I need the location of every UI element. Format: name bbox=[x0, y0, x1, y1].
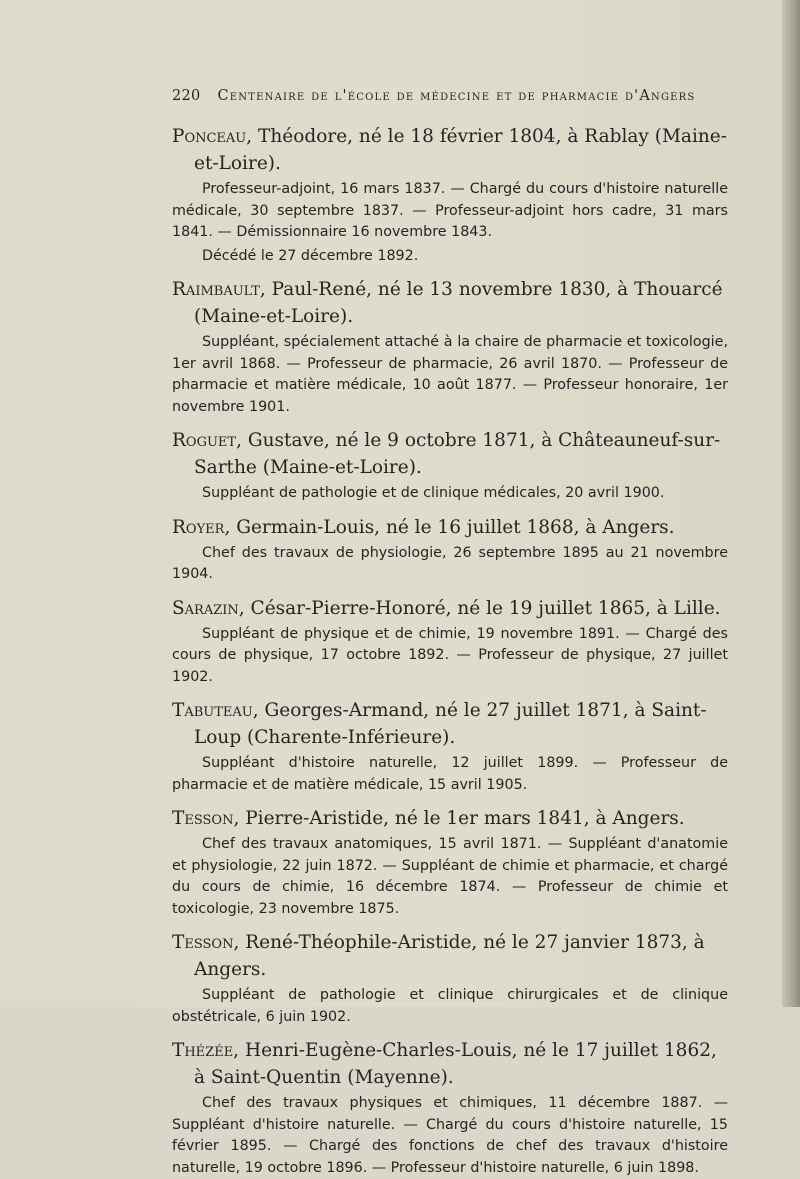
entry-surname: Royer, bbox=[172, 516, 231, 538]
page-content bbox=[172, 123, 728, 1179]
entry-surname: Sarazin, bbox=[172, 597, 245, 619]
entry-details: Henri-Eugène-Charles-Louis, né le 17 juillet 1862, à Saint-Quentin (Mayenne). bbox=[194, 1040, 717, 1088]
entry-heading bbox=[172, 427, 728, 481]
entry-heading bbox=[172, 514, 728, 541]
entry-surname: Thézée, bbox=[172, 1040, 240, 1061]
entry-details: César-Pierre-Honoré, né le 19 juillet 1865, à Lille. bbox=[244, 597, 721, 619]
entry-heading bbox=[172, 276, 728, 330]
entry-career: Suppléant de pathologie et clinique chirurgicales et de clinique obstétricale, 6 juin 1902. bbox=[172, 987, 728, 1025]
entry-career: Suppléant de pathologie et de clinique médicales, 20 avril 1900. bbox=[202, 485, 665, 501]
entry-details: René-Théophile-Aristide, né le 27 janvier 1873, à Angers. bbox=[194, 932, 705, 980]
biography-entry bbox=[172, 929, 728, 1028]
entry-career: Suppléant de physique et de chimie, 19 novembre 1891. — Chargé des cours de physique, 17 octobre 1892. — Professeur de physique, 27 juillet 1902. bbox=[172, 625, 728, 685]
entry-surname: Ponceau, bbox=[172, 126, 253, 147]
page-edge-shadow bbox=[782, 0, 800, 1007]
entry-death: Décédé le 27 décembre 1892. bbox=[202, 247, 419, 264]
biography-entry bbox=[172, 805, 728, 920]
entry-surname: Tesson, bbox=[172, 808, 240, 829]
entry-details: Georges-Armand, né le 27 juillet 1871, à Saint-Loup (Charente-Inférieure). bbox=[194, 700, 707, 748]
entry-details: Pierre-Aristide, né le 1er mars 1841, à Angers. bbox=[239, 808, 685, 829]
biography-entry bbox=[172, 1037, 728, 1179]
running-header bbox=[172, 88, 712, 104]
entry-details: Gustave, né le 9 octobre 1871, à Châteauneuf-sur-Sarthe (Maine-et-Loire). bbox=[194, 430, 721, 478]
entry-career: Suppléant d'histoire naturelle, 12 juillet 1899. — Professeur de pharmacie et de matière médicale, 15 avril 1905. bbox=[172, 755, 728, 793]
biography-entry bbox=[172, 427, 728, 505]
entry-heading bbox=[172, 929, 728, 983]
entry-details: Germain-Louis, né le 16 juillet 1868, à Angers. bbox=[230, 516, 675, 538]
biography-entry bbox=[172, 276, 728, 418]
biography-entry bbox=[172, 697, 728, 796]
biography-entry bbox=[172, 595, 728, 689]
entry-career: Professeur-adjoint, 16 mars 1837. — Chargé du cours d'histoire naturelle médicale, 30 septembre 1837. — Professeur-adjoint hors cadre, 31 mars 1841. — Démissionnaire 16 novembre 1843. bbox=[172, 181, 728, 240]
entry-career: Chef des travaux de physiologie, 26 septembre 1895 au 21 novembre 1904. bbox=[172, 544, 728, 582]
entry-surname: Tesson, bbox=[172, 932, 240, 953]
entry-details: Paul-René, né le 13 novembre 1830, à Thouarcé (Maine-et-Loire). bbox=[194, 279, 723, 327]
biography-entry bbox=[172, 123, 728, 267]
entry-heading bbox=[172, 595, 728, 622]
entry-heading bbox=[172, 1037, 728, 1091]
entry-surname: Tabuteau, bbox=[172, 700, 259, 721]
entry-heading bbox=[172, 805, 728, 832]
entry-surname: Roguet, bbox=[172, 430, 242, 451]
entry-career: Suppléant, spécialement attaché à la chaire de pharmacie et toxicologie, 1er avril 1868. — Professeur de pharmacie, 26 avril 1870. — Professeur de pharmacie et matière médicale, 10 août 1877. — Professeur honoraire, 1er novembre 1901. bbox=[172, 334, 728, 415]
entry-career: Chef des travaux anatomiques, 15 avril 1871. — Suppléant d'anatomie et physiologie, 22 juin 1872. — Suppléant de chimie et pharmacie, et chargé du cours de chimie, 16 décembre 1874. — Professeur de chimie et toxicologie, 23 novembre 1875. bbox=[172, 836, 728, 917]
entry-heading bbox=[172, 123, 728, 177]
running-title: Centenaire de l'école de médecine et de pharmacie d'Angers bbox=[217, 88, 696, 104]
entry-surname: Raimbault, bbox=[172, 279, 266, 300]
biography-entry bbox=[172, 514, 728, 586]
entry-heading bbox=[172, 697, 728, 751]
entry-details: Théodore, né le 18 février 1804, à Rablay (Maine-et-Loire). bbox=[194, 126, 727, 174]
page-number: 220 bbox=[172, 88, 201, 104]
entry-career: Chef des travaux physiques et chimiques, 11 décembre 1887. — Suppléant d'histoire naturelle. — Chargé du cours d'histoire naturelle, 15 février 1895. — Chargé des fonctions de chef des travaux d'histoire naturelle, 19 octobre 1896. — Professeur d'histoire naturelle, 6 juin 1898. bbox=[172, 1095, 728, 1176]
